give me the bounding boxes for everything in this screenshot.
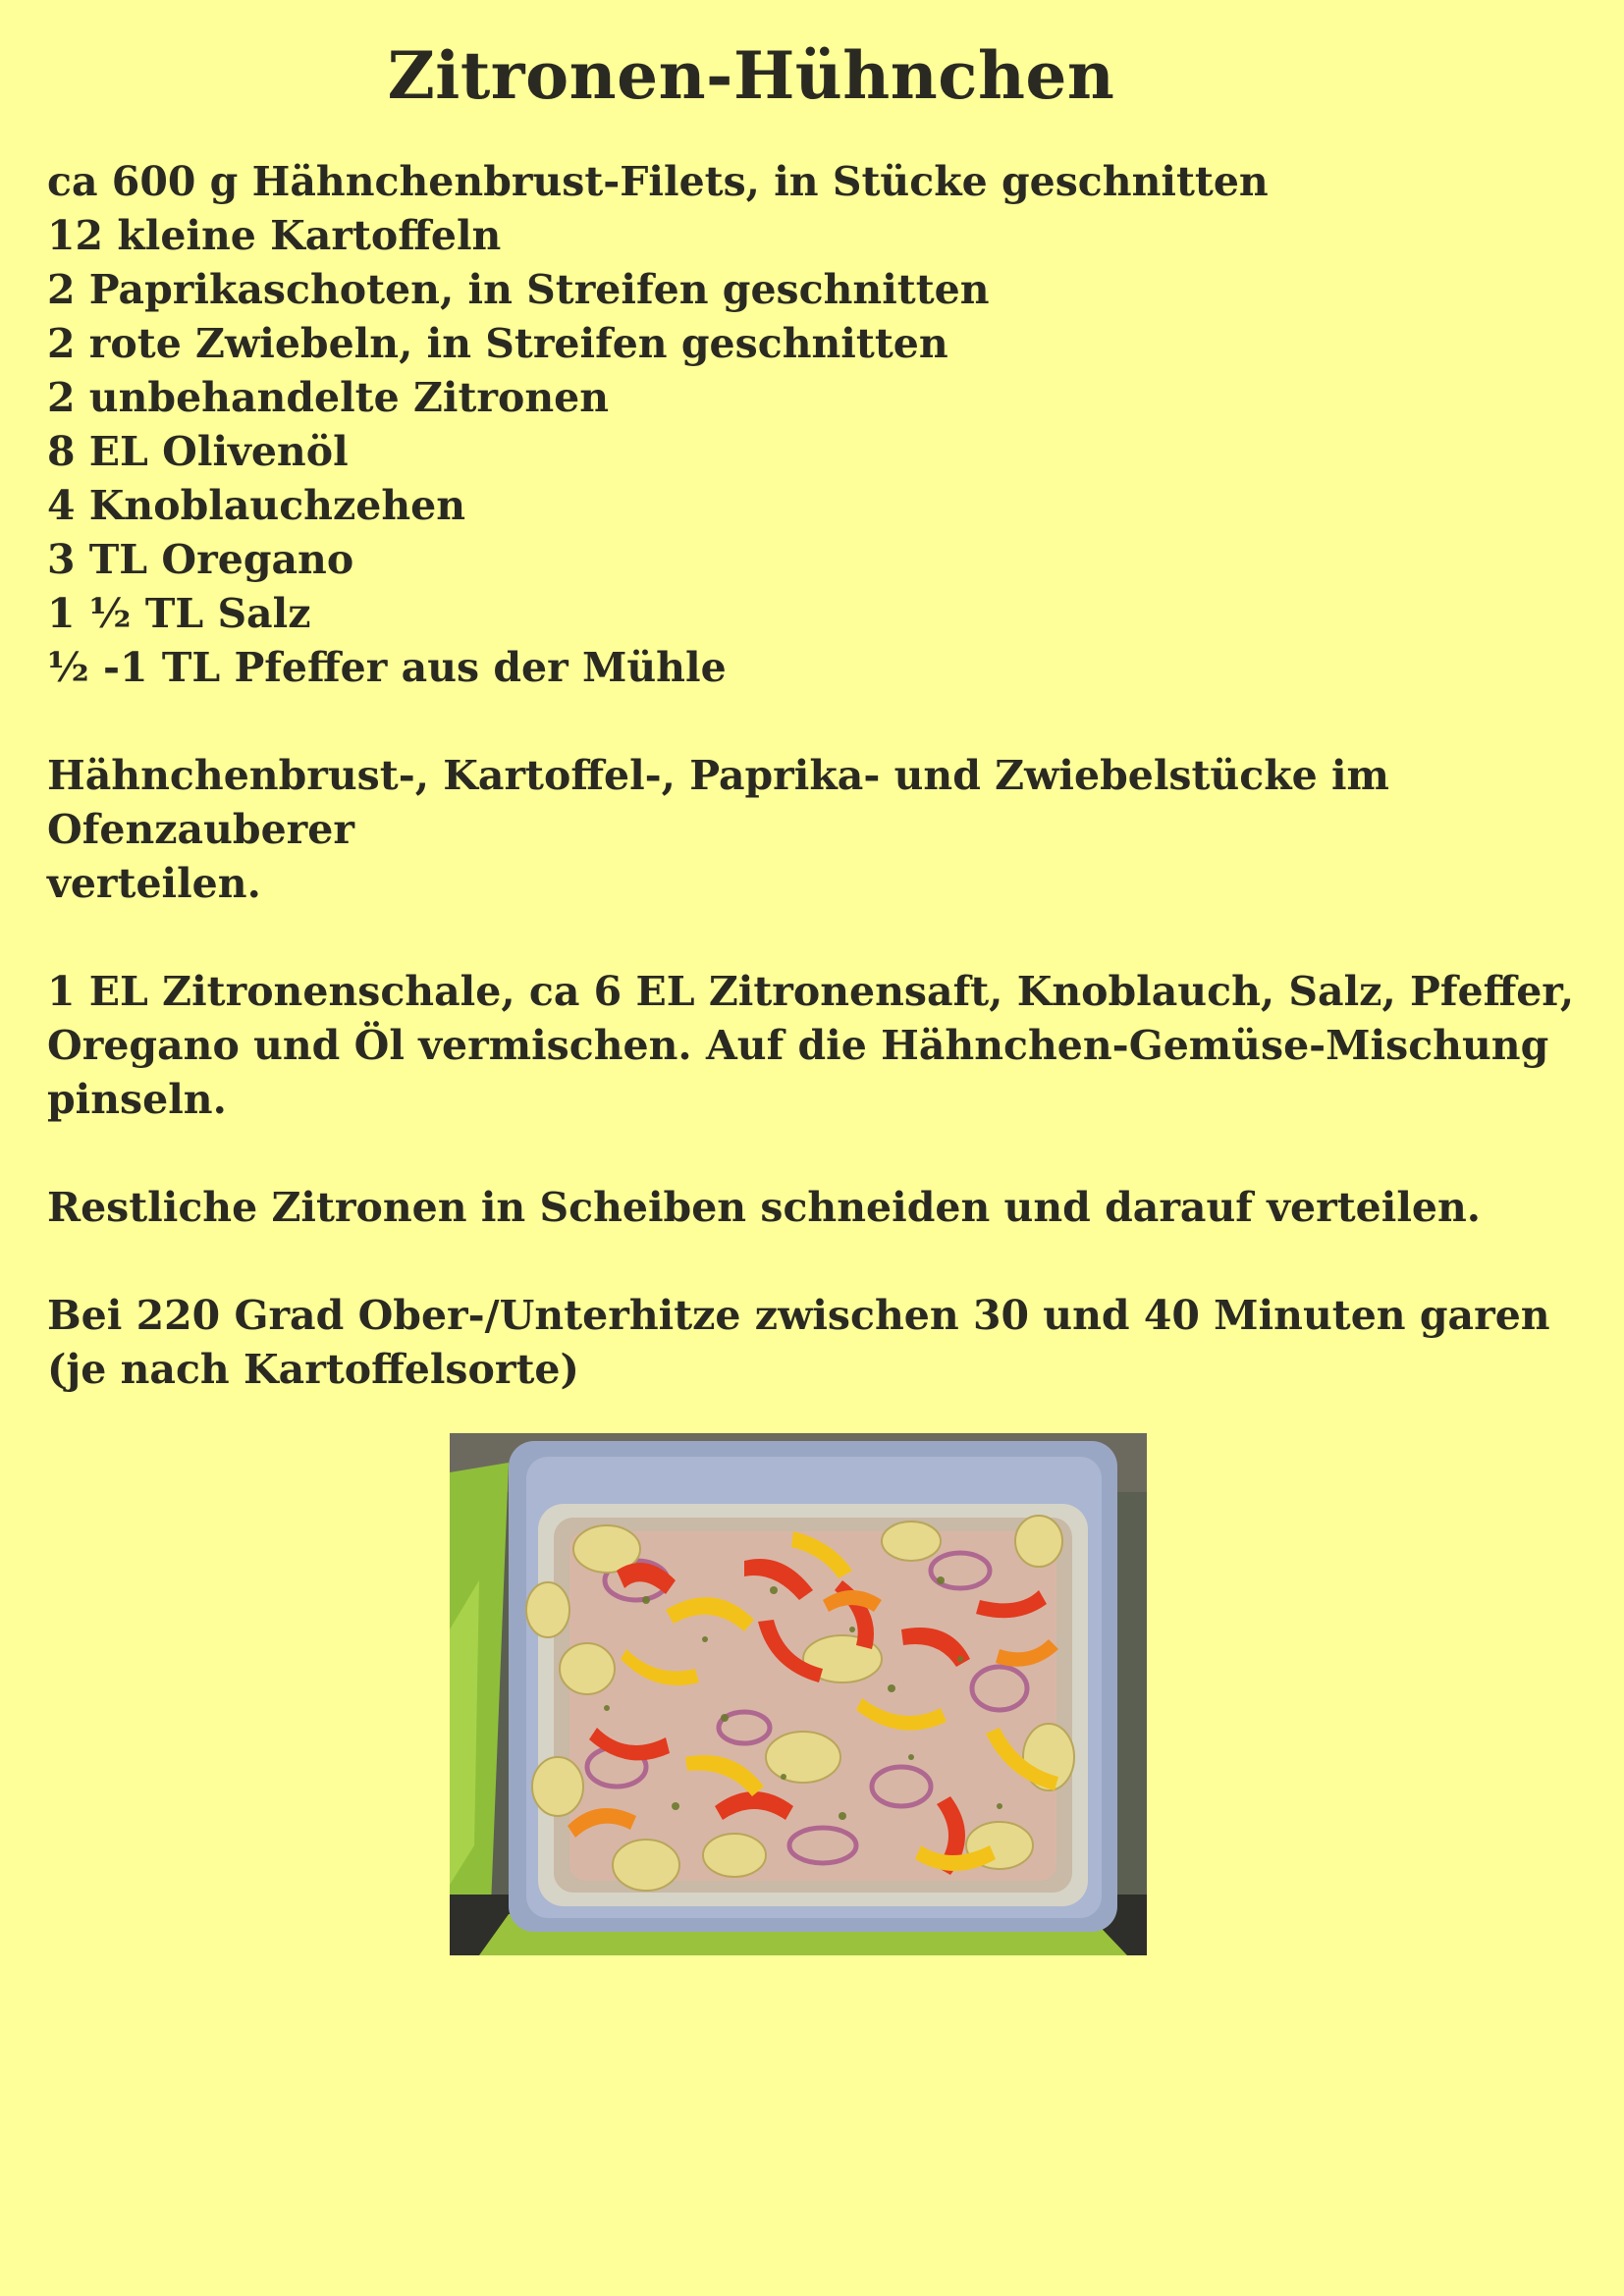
recipe-body [47, 155, 1618, 1397]
dish-photo [450, 1433, 1147, 1955]
ingredient-item: 8 EL Olivenöl [47, 428, 349, 475]
recipe-title: Zitronen-Hühnchen [387, 37, 1115, 114]
instruction-step-1 [47, 749, 1618, 911]
ingredient-item: 3 TL Oregano [47, 536, 354, 583]
instruction-step-2 [47, 965, 1618, 1127]
ingredient-item: ½ -1 TL Pfeffer aus der Mühle [47, 644, 727, 691]
ingredient-list [47, 155, 1618, 695]
instruction-step-3 [47, 1181, 1618, 1235]
instruction-line: Bei 220 Grad Ober-/Unterhitze zwischen 30 und 40 Minuten garen [47, 1292, 1550, 1339]
instruction-line: Oregano und Öl vermischen. Auf die Hähnchen-Gemüse-Mischung pinseln. [47, 1022, 1549, 1123]
instruction-line: Hähnchenbrust-, Kartoffel-, Paprika- und Zwiebelstücke im Ofenzauberer [47, 752, 1389, 853]
instruction-step-4 [47, 1289, 1618, 1397]
ingredient-item: ca 600 g Hähnchenbrust-Filets, in Stücke geschnitten [47, 158, 1269, 205]
ingredient-item: 2 unbehandelte Zitronen [47, 374, 610, 421]
instruction-line: verteilen. [47, 860, 261, 907]
ingredient-item: 4 Knoblauchzehen [47, 482, 466, 529]
instruction-line: (je nach Kartoffelsorte) [47, 1346, 579, 1393]
ingredient-item: 12 kleine Kartoffeln [47, 212, 502, 259]
ingredient-item: 2 rote Zwiebeln, in Streifen geschnitten [47, 320, 948, 367]
ingredient-item: 1 ½ TL Salz [47, 590, 311, 637]
instruction-line: Restliche Zitronen in Scheiben schneiden und darauf verteilen. [47, 1184, 1482, 1231]
instruction-line: 1 EL Zitronenschale, ca 6 EL Zitronensaft, Knoblauch, Salz, Pfeffer, [47, 968, 1575, 1015]
ingredient-item: 2 Paprikaschoten, in Streifen geschnitten [47, 266, 990, 313]
